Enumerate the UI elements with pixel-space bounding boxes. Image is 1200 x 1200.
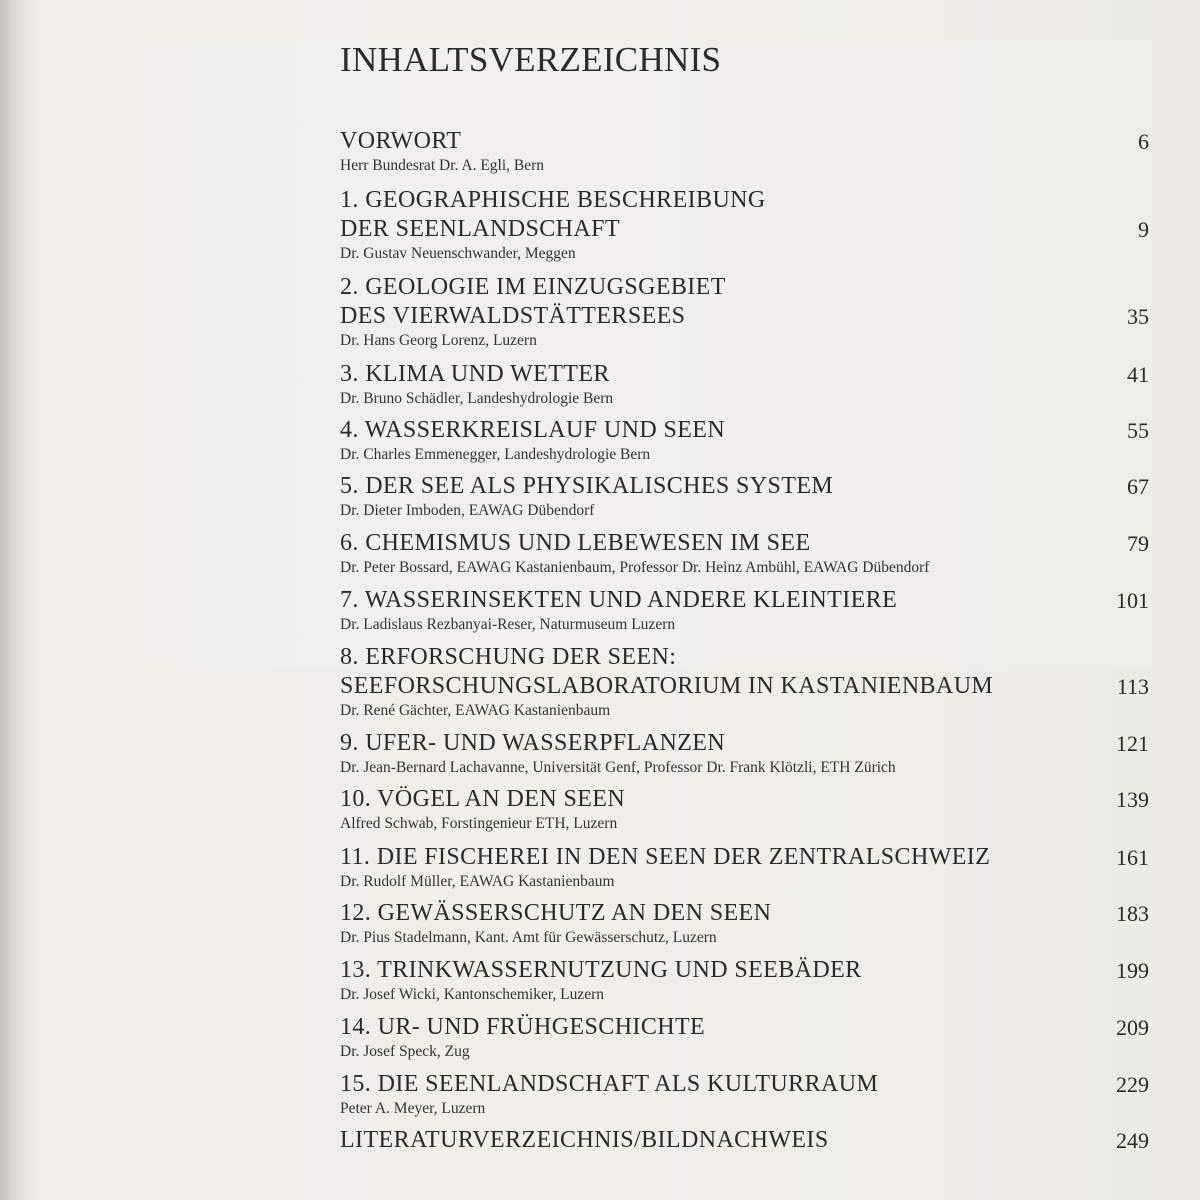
toc-entry-heading: 2. GEOLOGIE IM EINZUGSGEBIET <box>340 274 726 300</box>
toc-entry <box>340 416 1150 464</box>
toc-entry-heading: LITERATURVERZEICHNIS/BILDNACHWEIS <box>340 1127 829 1153</box>
toc-entry-author: Dr. Gustav Neuenschwander, Meggen <box>340 245 576 262</box>
toc-entry <box>340 899 1150 947</box>
toc-entry-heading: 15. DIE SEENLANDSCHAFT ALS KULTURRAUM <box>340 1071 879 1097</box>
toc-entry-heading: 7. WASSERINSEKTEN UND ANDERE KLEINTIERE <box>340 587 898 613</box>
toc-entry <box>340 360 1150 408</box>
toc-entry <box>340 843 1150 891</box>
table-of-contents <box>340 0 1150 1200</box>
toc-entry-heading: 13. TRINKWASSERNUTZUNG UND SEEBÄDER <box>340 957 862 983</box>
toc-entry-author: Dr. Rudolf Müller, EAWAG Kastanienbaum <box>340 873 615 890</box>
toc-entry <box>340 586 1150 634</box>
toc-entry-page-number: 35 <box>1127 304 1149 329</box>
toc-entry-author: Dr. Bruno Schädler, Landeshydrologie Bern <box>340 390 614 407</box>
toc-entry-page-number: 79 <box>1127 531 1149 556</box>
toc-entry-page-number: 139 <box>1116 787 1149 812</box>
toc-entry <box>340 1126 1150 1155</box>
toc-entry-page-number: 183 <box>1116 901 1149 926</box>
toc-entry-heading: VORWORT <box>340 128 462 154</box>
toc-entry <box>340 1070 1150 1118</box>
toc-entry-page-number: 121 <box>1116 731 1149 756</box>
toc-entry-author: Dr. Hans Georg Lorenz, Luzern <box>340 332 537 349</box>
toc-entry-author: Dr. Ladislaus Rezbanyai-Reser, Naturmuseum Luzern <box>340 616 676 633</box>
toc-entry-author: Dr. René Gächter, EAWAG Kastanienbaum <box>340 702 611 719</box>
toc-entry-page-number: 55 <box>1127 418 1149 443</box>
toc-entry <box>340 127 1150 175</box>
toc-entry-heading: 3. KLIMA UND WETTER <box>340 361 610 387</box>
toc-entry-heading: 11. DIE FISCHEREI IN DEN SEEN DER ZENTRALSCHWEIZ <box>340 844 991 870</box>
toc-entry-page-number: 209 <box>1116 1015 1149 1040</box>
toc-entry-page-number: 9 <box>1138 217 1149 242</box>
toc-entry-page-number: 101 <box>1116 588 1149 613</box>
toc-entry-author: Alfred Schwab, Forstingenieur ETH, Luzern <box>340 815 618 832</box>
toc-entry-heading: 1. GEOGRAPHISCHE BESCHREIBUNG <box>340 187 766 213</box>
toc-entry-page-number: 113 <box>1116 674 1149 699</box>
page-gutter-shadow <box>0 0 30 1200</box>
toc-entry-page-number: 67 <box>1127 474 1149 499</box>
toc-entry-page-number: 41 <box>1127 362 1149 387</box>
toc-entry-author: Dr. Pius Stadelmann, Kant. Amt für Gewässerschutz, Luzern <box>340 929 717 946</box>
toc-entry-author: Dr. Jean-Bernard Lachavanne, Universität Genf, Professor Dr. Frank Klötzli, ETH Zürich <box>340 759 896 776</box>
toc-entry <box>340 956 1150 1004</box>
toc-entry <box>340 1013 1150 1061</box>
toc-entry-page-number: 229 <box>1116 1072 1149 1097</box>
toc-entry <box>340 785 1150 833</box>
page-title: INHALTSVERZEICHNIS <box>340 40 722 79</box>
toc-entry-heading: 6. CHEMISMUS UND LEBEWESEN IM SEE <box>340 530 811 556</box>
toc-entry-heading: 8. ERFORSCHUNG DER SEEN: <box>340 644 677 670</box>
toc-entry-author: Dr. Dieter Imboden, EAWAG Dübendorf <box>340 502 595 519</box>
toc-entry-author: Dr. Josef Speck, Zug <box>340 1043 470 1060</box>
toc-entry-heading: 9. UFER- UND WASSERPFLANZEN <box>340 730 726 756</box>
toc-entry <box>340 472 1150 520</box>
toc-entry <box>340 529 1150 577</box>
toc-entry <box>340 729 1150 777</box>
toc-entry-author: Herr Bundesrat Dr. A. Egli, Bern <box>340 157 545 174</box>
toc-entry-heading: DER SEENLANDSCHAFT <box>340 216 620 242</box>
toc-entry <box>340 643 1150 720</box>
toc-entry-heading: DES VIERWALDSTÄTTERSEES <box>340 303 686 329</box>
toc-entry-author: Dr. Charles Emmenegger, Landeshydrologie Bern <box>340 446 651 463</box>
toc-entry-heading: 14. UR- UND FRÜHGESCHICHTE <box>340 1014 706 1040</box>
toc-entry-author: Peter A. Meyer, Luzern <box>340 1100 486 1117</box>
toc-entry-page-number: 199 <box>1116 958 1149 983</box>
toc-entry <box>340 273 1150 350</box>
toc-entry-heading: SEEFORSCHUNGSLABORATORIUM IN KASTANIENBAUM <box>340 673 994 699</box>
toc-entry-heading: 10. VÖGEL AN DEN SEEN <box>340 786 626 812</box>
toc-entry-heading: 4. WASSERKREISLAUF UND SEEN <box>340 417 726 443</box>
toc-entry-page-number: 161 <box>1116 845 1149 870</box>
toc-entry-heading: 12. GEWÄSSERSCHUTZ AN DEN SEEN <box>340 900 772 926</box>
toc-entry-page-number: 249 <box>1116 1128 1149 1153</box>
toc-entry-heading: 5. DER SEE ALS PHYSIKALISCHES SYSTEM <box>340 473 834 499</box>
toc-entry <box>340 186 1150 263</box>
toc-entry-author: Dr. Peter Bossard, EAWAG Kastanienbaum, Professor Dr. Heinz Ambühl, EAWAG Dübendorf <box>340 559 930 576</box>
toc-entry-author: Dr. Josef Wicki, Kantonschemiker, Luzern <box>340 986 605 1003</box>
toc-entry-page-number: 6 <box>1138 129 1149 154</box>
